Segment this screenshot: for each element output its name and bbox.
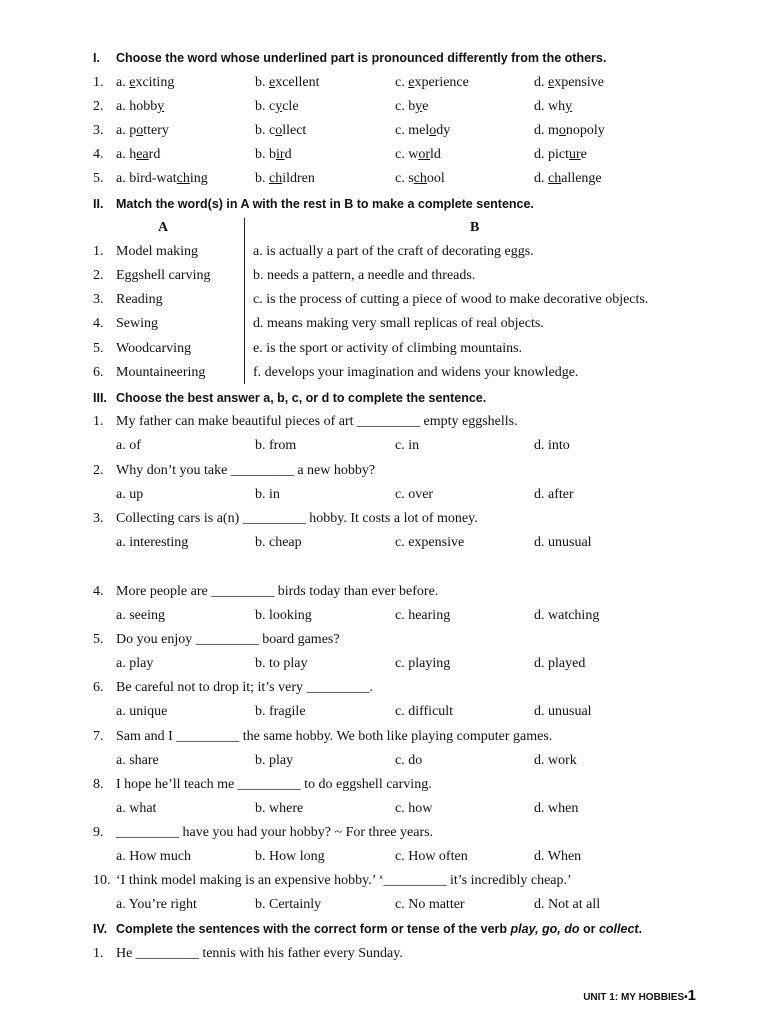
options-row [0, 436, 768, 456]
question-number: 10. [93, 873, 111, 888]
underlined-part: ir [276, 147, 285, 162]
column-a-item: Eggshell carving [116, 268, 211, 283]
answer-option: c. melody [395, 123, 451, 138]
question-text: More people are _________ birds today than ever before. [116, 584, 439, 599]
options-row [0, 799, 768, 819]
options-row [0, 702, 768, 722]
underlined-part: o [275, 123, 283, 138]
answer-option: b. in [255, 487, 280, 502]
question-row [0, 412, 768, 432]
options-row [0, 485, 768, 505]
answer-option: d. monopoly [534, 123, 605, 138]
answer-option: d. challenge [534, 171, 602, 186]
underlined-part: ea [136, 147, 149, 162]
underlined-part: ch [413, 171, 427, 186]
answer-option: a. unique [116, 704, 168, 719]
question-row [0, 823, 768, 843]
item-number: 3. [93, 292, 104, 307]
options-row [0, 895, 768, 915]
question-number: 7. [93, 729, 104, 744]
question-text: He _________ tennis with his father every Sunday. [116, 946, 403, 961]
question-text: Why don’t you take _________ a new hobby? [116, 463, 376, 478]
underlined-part: e [269, 75, 276, 90]
underlined-part: y [157, 99, 165, 114]
question-number: 6. [93, 680, 104, 695]
answer-option: a. heard [116, 147, 161, 162]
answer-option: a. bird-watching [116, 171, 208, 186]
answer-option: b. How long [255, 849, 325, 864]
answer-option: a. interesting [116, 535, 189, 550]
answer-option: d. work [534, 753, 577, 768]
options-row [0, 654, 768, 674]
answer-option: c. hearing [395, 608, 451, 623]
match-table-header [0, 218, 768, 238]
answer-option: c. difficult [395, 704, 454, 719]
answer-option: a. play [116, 656, 154, 671]
match-row [0, 266, 768, 286]
answer-option: b. cheap [255, 535, 302, 550]
question-number: 2. [93, 463, 104, 478]
question-row [0, 169, 768, 189]
unit-label: UNIT 1: MY HOBBIES [583, 992, 685, 1003]
options-row [0, 751, 768, 771]
question-text: I hope he’ll teach me _________ to do eggshell carving. [116, 777, 432, 792]
answer-option: d. Not at all [534, 897, 601, 912]
answer-option: c. how [395, 801, 433, 816]
answer-option: a. You’re right [116, 897, 197, 912]
item-number: 6. [93, 365, 104, 380]
question-row [0, 727, 768, 747]
question-text: Do you enjoy _________ board games? [116, 632, 340, 647]
answer-option: d. unusual [534, 704, 592, 719]
answer-option: a. of [116, 438, 141, 453]
section-number: IV. [93, 922, 108, 936]
answer-option: b. excellent [255, 75, 320, 90]
underlined-part: ch [548, 171, 562, 186]
verb-collect: collect [598, 922, 639, 936]
answer-option: c. school [395, 171, 445, 186]
question-row [0, 145, 768, 165]
question-number: 9. [93, 825, 104, 840]
underlined-part: y [275, 99, 283, 114]
page-footer [583, 987, 696, 1004]
column-b-item: f. develops your imagination and widens your knowledge. [253, 365, 579, 380]
answer-option: b. looking [255, 608, 312, 623]
answer-option: a. seeing [116, 608, 165, 623]
underlined-part: y [415, 99, 423, 114]
underlined-part: ur [569, 147, 581, 162]
question-number: 1. [93, 414, 104, 429]
section-number: I. [93, 51, 100, 65]
match-row [0, 314, 768, 334]
column-b-item: a. is actually a part of the craft of decorating eggs. [253, 244, 534, 259]
column-a-item: Reading [116, 292, 163, 307]
underlined-part: or [418, 147, 430, 162]
answer-option: d. when [534, 801, 579, 816]
answer-option: b. bird [255, 147, 292, 162]
question-number: 2. [93, 99, 104, 114]
answer-option: b. play [255, 753, 294, 768]
section-number: II. [93, 197, 104, 211]
underlined-part: y [565, 99, 573, 114]
column-b-item: c. is the process of cutting a piece of wood to make decorative objects. [253, 292, 649, 307]
answer-option: d. after [534, 487, 574, 502]
answer-option: a. hobby [116, 99, 165, 114]
question-row [0, 582, 768, 602]
section-number: III. [93, 391, 107, 405]
answer-option: d. expensive [534, 75, 604, 90]
options-row [0, 533, 768, 553]
question-number: 5. [93, 171, 104, 186]
answer-option: a. exciting [116, 75, 175, 90]
item-number: 2. [93, 268, 104, 283]
answer-option: c. No matter [395, 897, 465, 912]
answer-option: b. to play [255, 656, 308, 671]
item-number: 1. [93, 244, 104, 259]
question-number: 3. [93, 511, 104, 526]
bullet: • [684, 992, 688, 1003]
answer-option: a. share [116, 753, 159, 768]
item-number: 5. [93, 341, 104, 356]
question-text: My father can make beautiful pieces of art _________ empty eggshells. [116, 414, 518, 429]
column-a-item: Woodcarving [116, 341, 192, 356]
underlined-part: e [548, 75, 555, 90]
question-row [0, 944, 768, 964]
options-row [0, 847, 768, 867]
question-number: 3. [93, 123, 104, 138]
answer-option: d. unusual [534, 535, 592, 550]
match-row [0, 290, 768, 310]
question-text: Sam and I _________ the same hobby. We both like playing computer games. [116, 729, 553, 744]
answer-option: a. How much [116, 849, 192, 864]
section-title: Choose the best answer a, b, c, or d to complete the sentence. [116, 391, 487, 405]
answer-option: c. playing [395, 656, 451, 671]
answer-option: c. over [395, 487, 434, 502]
question-text: Be careful not to drop it; it’s very _________. [116, 680, 374, 695]
question-row [0, 97, 768, 117]
options-row [0, 606, 768, 626]
answer-option: d. watching [534, 608, 600, 623]
answer-option: d. played [534, 656, 586, 671]
column-a-item: Model making [116, 244, 199, 259]
page-number: 1 [687, 987, 696, 1004]
question-row [0, 775, 768, 795]
question-row [0, 678, 768, 698]
answer-option: a. pottery [116, 123, 169, 138]
column-a-item: Mountaineering [116, 365, 206, 380]
match-row [0, 363, 768, 383]
underlined-part: o [136, 123, 144, 138]
question-row [0, 509, 768, 529]
answer-option: d. into [534, 438, 570, 453]
column-b-header: B [470, 220, 480, 235]
answer-option: b. collect [255, 123, 307, 138]
match-row [0, 339, 768, 359]
question-number: 4. [93, 147, 104, 162]
question-row [0, 461, 768, 481]
underlined-part: o [429, 123, 437, 138]
column-b-item: d. means making very small replicas of real objects. [253, 316, 544, 331]
answer-option: a. what [116, 801, 157, 816]
underlined-part: o [558, 123, 566, 138]
question-number: 5. [93, 632, 104, 647]
question-number: 4. [93, 584, 104, 599]
answer-option: b. children [255, 171, 315, 186]
column-a-header: A [158, 220, 169, 235]
item-number: 4. [93, 316, 104, 331]
question-number: 1. [93, 75, 104, 90]
column-a-item: Sewing [116, 316, 158, 331]
section-title: Complete the sentences with the correct form or tense of the verb play, go, do or collect. [116, 922, 643, 936]
answer-option: b. from [255, 438, 297, 453]
question-row [0, 73, 768, 93]
answer-option: c. experience [395, 75, 469, 90]
underlined-part: ch [176, 171, 190, 186]
answer-option: c. bye [395, 99, 429, 114]
answer-option: b. cycle [255, 99, 299, 114]
column-b-item: b. needs a pattern, a needle and threads. [253, 268, 476, 283]
column-b-item: e. is the sport or activity of climbing mountains. [253, 341, 523, 356]
question-row [0, 121, 768, 141]
answer-option: d. picture [534, 147, 587, 162]
answer-option: b. Certainly [255, 897, 322, 912]
answer-option: c. in [395, 438, 420, 453]
question-text: ‘I think model making is an expensive hobby.’ ‘_________ it’s incredibly cheap.’ [116, 873, 572, 888]
answer-option: c. do [395, 753, 423, 768]
answer-option: d. When [534, 849, 582, 864]
answer-option: d. why [534, 99, 573, 114]
answer-option: c. expensive [395, 535, 465, 550]
verbs-list: play, go, do [510, 922, 580, 936]
answer-option: c. How often [395, 849, 468, 864]
answer-option: a. up [116, 487, 144, 502]
answer-option: b. where [255, 801, 304, 816]
section-title: Match the word(s) in A with the rest in B to make a complete sentence. [116, 197, 534, 211]
question-text: Collecting cars is a(n) _________ hobby. It costs a lot of money. [116, 511, 478, 526]
question-number: 1. [93, 946, 104, 961]
question-number: 8. [93, 777, 104, 792]
question-row [0, 630, 768, 650]
section-title: Choose the word whose underlined part is pronounced differently from the others. [116, 51, 607, 65]
underlined-part: e [408, 75, 415, 90]
question-row [0, 871, 768, 891]
underlined-part: e [129, 75, 136, 90]
match-row [0, 242, 768, 262]
underlined-part: ch [269, 171, 283, 186]
answer-option: c. world [395, 147, 441, 162]
answer-option: b. fragile [255, 704, 306, 719]
question-text: _________ have you had your hobby? ~ For three years. [116, 825, 434, 840]
